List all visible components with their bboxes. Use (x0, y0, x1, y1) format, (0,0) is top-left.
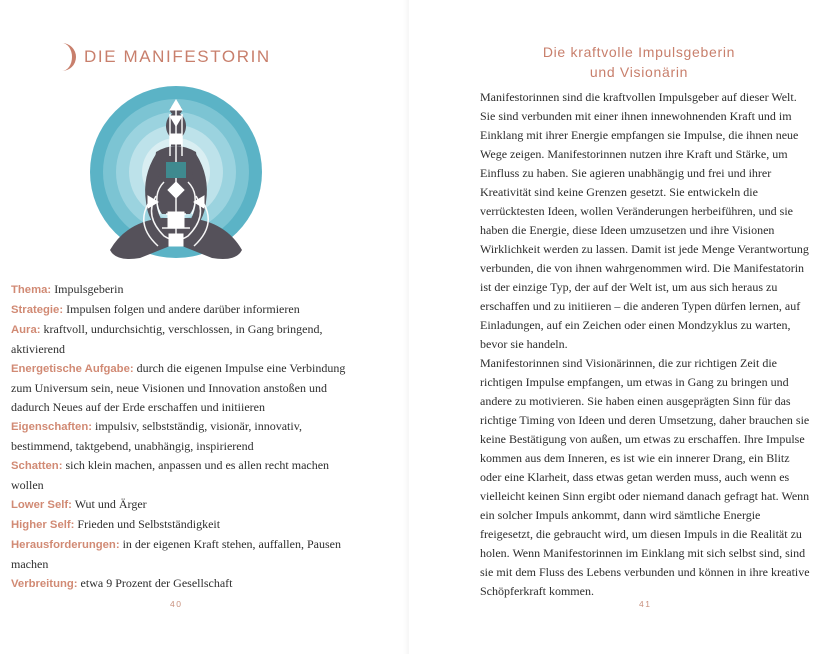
paragraph: Manifestorinnen sind Visionärinnen, die zur richtigen Zeit die richtigen Impulse empfangen, um etwas in Gang zu bringen und andere zu motivieren. Sie haben einen ausgeprägten Sinn für das richtige Timing von Ideen und deren Umsetzung, daher brauchen sie keine Bestätigung von außen, um etwas zu erschaffen. Ihre Impulse kommen aus dem Inneren, es ist wie ein innerer Drang, ein Blitz oder eine Klarheit, dass etwas getan werden muss, auch wenn es vielleicht keinen Sinn ergibt oder niemand danach gefragt hat. Wenn ein solcher Impuls ankommt, dann wird sämtliche Energie freigesetzt, die gebraucht wird, um diesen Impuls in die Realität zu holen. Wenn Manifestorinnen im Einklang mit sich selbst sind, sind sie mit dem Fluss des Lebens verbunden und können in ihre kreative Schöpferkraft kommen. (480, 356, 810, 598)
attribute-list (11, 280, 346, 594)
chapter-title: DIE MANIFESTORIN (84, 47, 271, 66)
attribute-row-verbreitung: Verbreitung: etwa 9 Prozent der Gesellschaft (11, 576, 233, 590)
chapter-heading (58, 42, 271, 72)
section-subtitle (529, 42, 749, 82)
attribute-row-energetische-aufgabe: Energetische Aufgabe: durch die eigenen Impulse eine Verbindung zum Universum sein, neue Visionen und Innovation anstoßen und dadurch Neues auf der Erde erschaffen und initiieren (11, 361, 346, 414)
body-text (480, 88, 810, 601)
subtitle-line-1: Die kraftvolle Impulsgeberin (542, 44, 736, 60)
attribute-row-lower-self: Lower Self: Wut und Ärger (11, 497, 147, 511)
attribute-row-schatten: Schatten: sich klein machen, anpassen und es allen recht machen wollen (11, 458, 330, 492)
paragraph: Manifestorinnen sind die kraftvollen Impulsgeber auf dieser Welt. Sie sind verbunden mit einer ihnen innewohnenden Kraft und im Einklang mit ihrer Energie empfangen sie Impulse, die ihnen neue Wege zeigen. Manifestorinnen nutzen ihre Kraft und Stärke, um Einfluss zu haben. Sie agieren unabhängig und frei und ihrer Kreativität sind keine Grenzen gesetzt. Sie entwickeln die verrücktesten Ideen, wollen Veränderungen herbeiführen, und sie haben die Energie, diese Ideen umzusetzen und ihre Visionen Wirklichkeit werden zu lassen. Damit ist jede Menge Verantwortung verbunden, die von ihnen wahrgenommen wird. Die Manifestatorin ist der einzige Typ, der auf der Welt ist, um aus sich heraus zu erschaffen und zu initiieren – die anderen Typen dürfen lernen, auf Einladungen, auf ein Zeichen oder einen Mondzyklus zu warten, bevor sie handeln. (480, 90, 809, 351)
page-number-left: 40 (170, 599, 183, 609)
subtitle-line-2: und Visionärin (589, 64, 689, 80)
page-number-right: 41 (639, 599, 652, 609)
attribute-row-aura: Aura: kraftvoll, undurchsichtig, verschlossen, in Gang bringend, aktivierend (11, 322, 323, 356)
attribute-row-thema: Thema: Impulsgeberin (11, 282, 124, 296)
attribute-row-strategie: Strategie: Impulsen folgen und andere darüber informieren (11, 302, 300, 316)
attribute-row-eigenschaften: Eigenschaften: impulsiv, selbstständig, visionär, innovativ, bestimmend, taktgebend, unabhängig, inspirierend (11, 419, 302, 453)
attribute-row-herausforderungen: Herausforderungen: in der eigenen Kraft stehen, auffallen, Pausen machen (11, 537, 341, 571)
meditating-figure-illustration (86, 86, 266, 276)
attribute-row-higher-self: Higher Self: Frieden und Selbstständigkeit (11, 517, 221, 531)
right-page (409, 0, 818, 654)
crescent-moon-icon (58, 42, 76, 72)
